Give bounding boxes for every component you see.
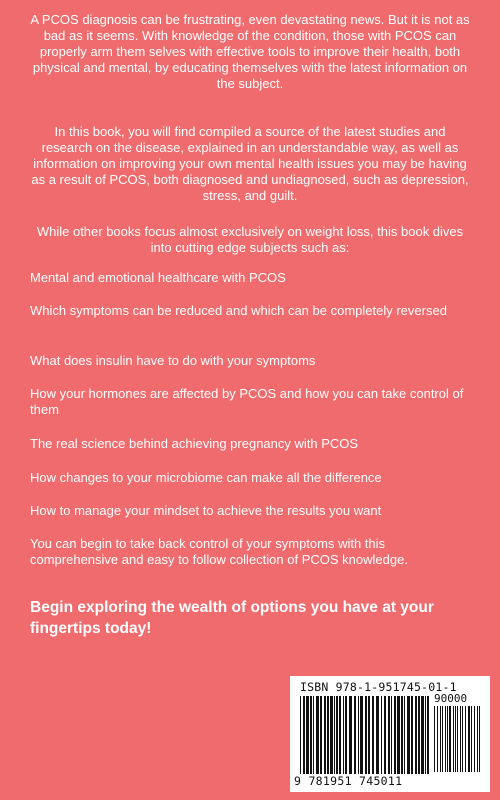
topic-item: How to manage your mindset to achieve the results you want xyxy=(30,503,382,518)
isbn-label: ISBN 978-1-951745-01-1 xyxy=(300,680,457,694)
topic-item: What does insulin have to do with your symptoms xyxy=(30,353,316,368)
ean-barcode-bars xyxy=(300,696,430,774)
book-summary-paragraph: In this book, you will find compiled a source of the latest studies and research on the disease, explained in an understandable way, as well as information on improving your own mental health issues you may be having as a result of PCOS, both diagnosed and undiagnosed, such as depression, stress, and guilt. xyxy=(31,124,469,203)
ean-digits: 9 781951 745011 xyxy=(294,774,403,788)
topic-item: The real science behind achieving pregnancy with PCOS xyxy=(30,436,359,451)
topic-item: How changes to your microbiome can make all the difference xyxy=(30,470,382,485)
call-to-action: Begin exploring the wealth of options you have at your fingertips today! xyxy=(30,599,434,637)
topic-item: How your hormones are affected by PCOS and how you can take control of them xyxy=(30,386,464,417)
price-code: 90000 xyxy=(434,692,468,705)
topic-item: Mental and emotional healthcare with PCOS xyxy=(30,270,286,285)
intro-paragraph: A PCOS diagnosis can be frustrating, even devastating news. But it is not as bad as it seems. With knowledge of the condition, those with PCOS can properly arm them selves with effective tools to improve their health, both physical and mental, by educating themselves with the latest information on the subject. xyxy=(30,12,470,91)
isbn-barcode xyxy=(290,676,490,792)
topics-intro: While other books focus almost exclusively on weight loss, this book dives into cutting edge subjects such as: xyxy=(36,224,464,255)
topic-item: Which symptoms can be reduced and which can be completely reversed xyxy=(30,303,447,318)
closing-paragraph: You can begin to take back control of your symptoms with this comprehensive and easy to follow collection of PCOS knowledge. xyxy=(30,536,408,567)
price-barcode-bars xyxy=(434,706,482,772)
